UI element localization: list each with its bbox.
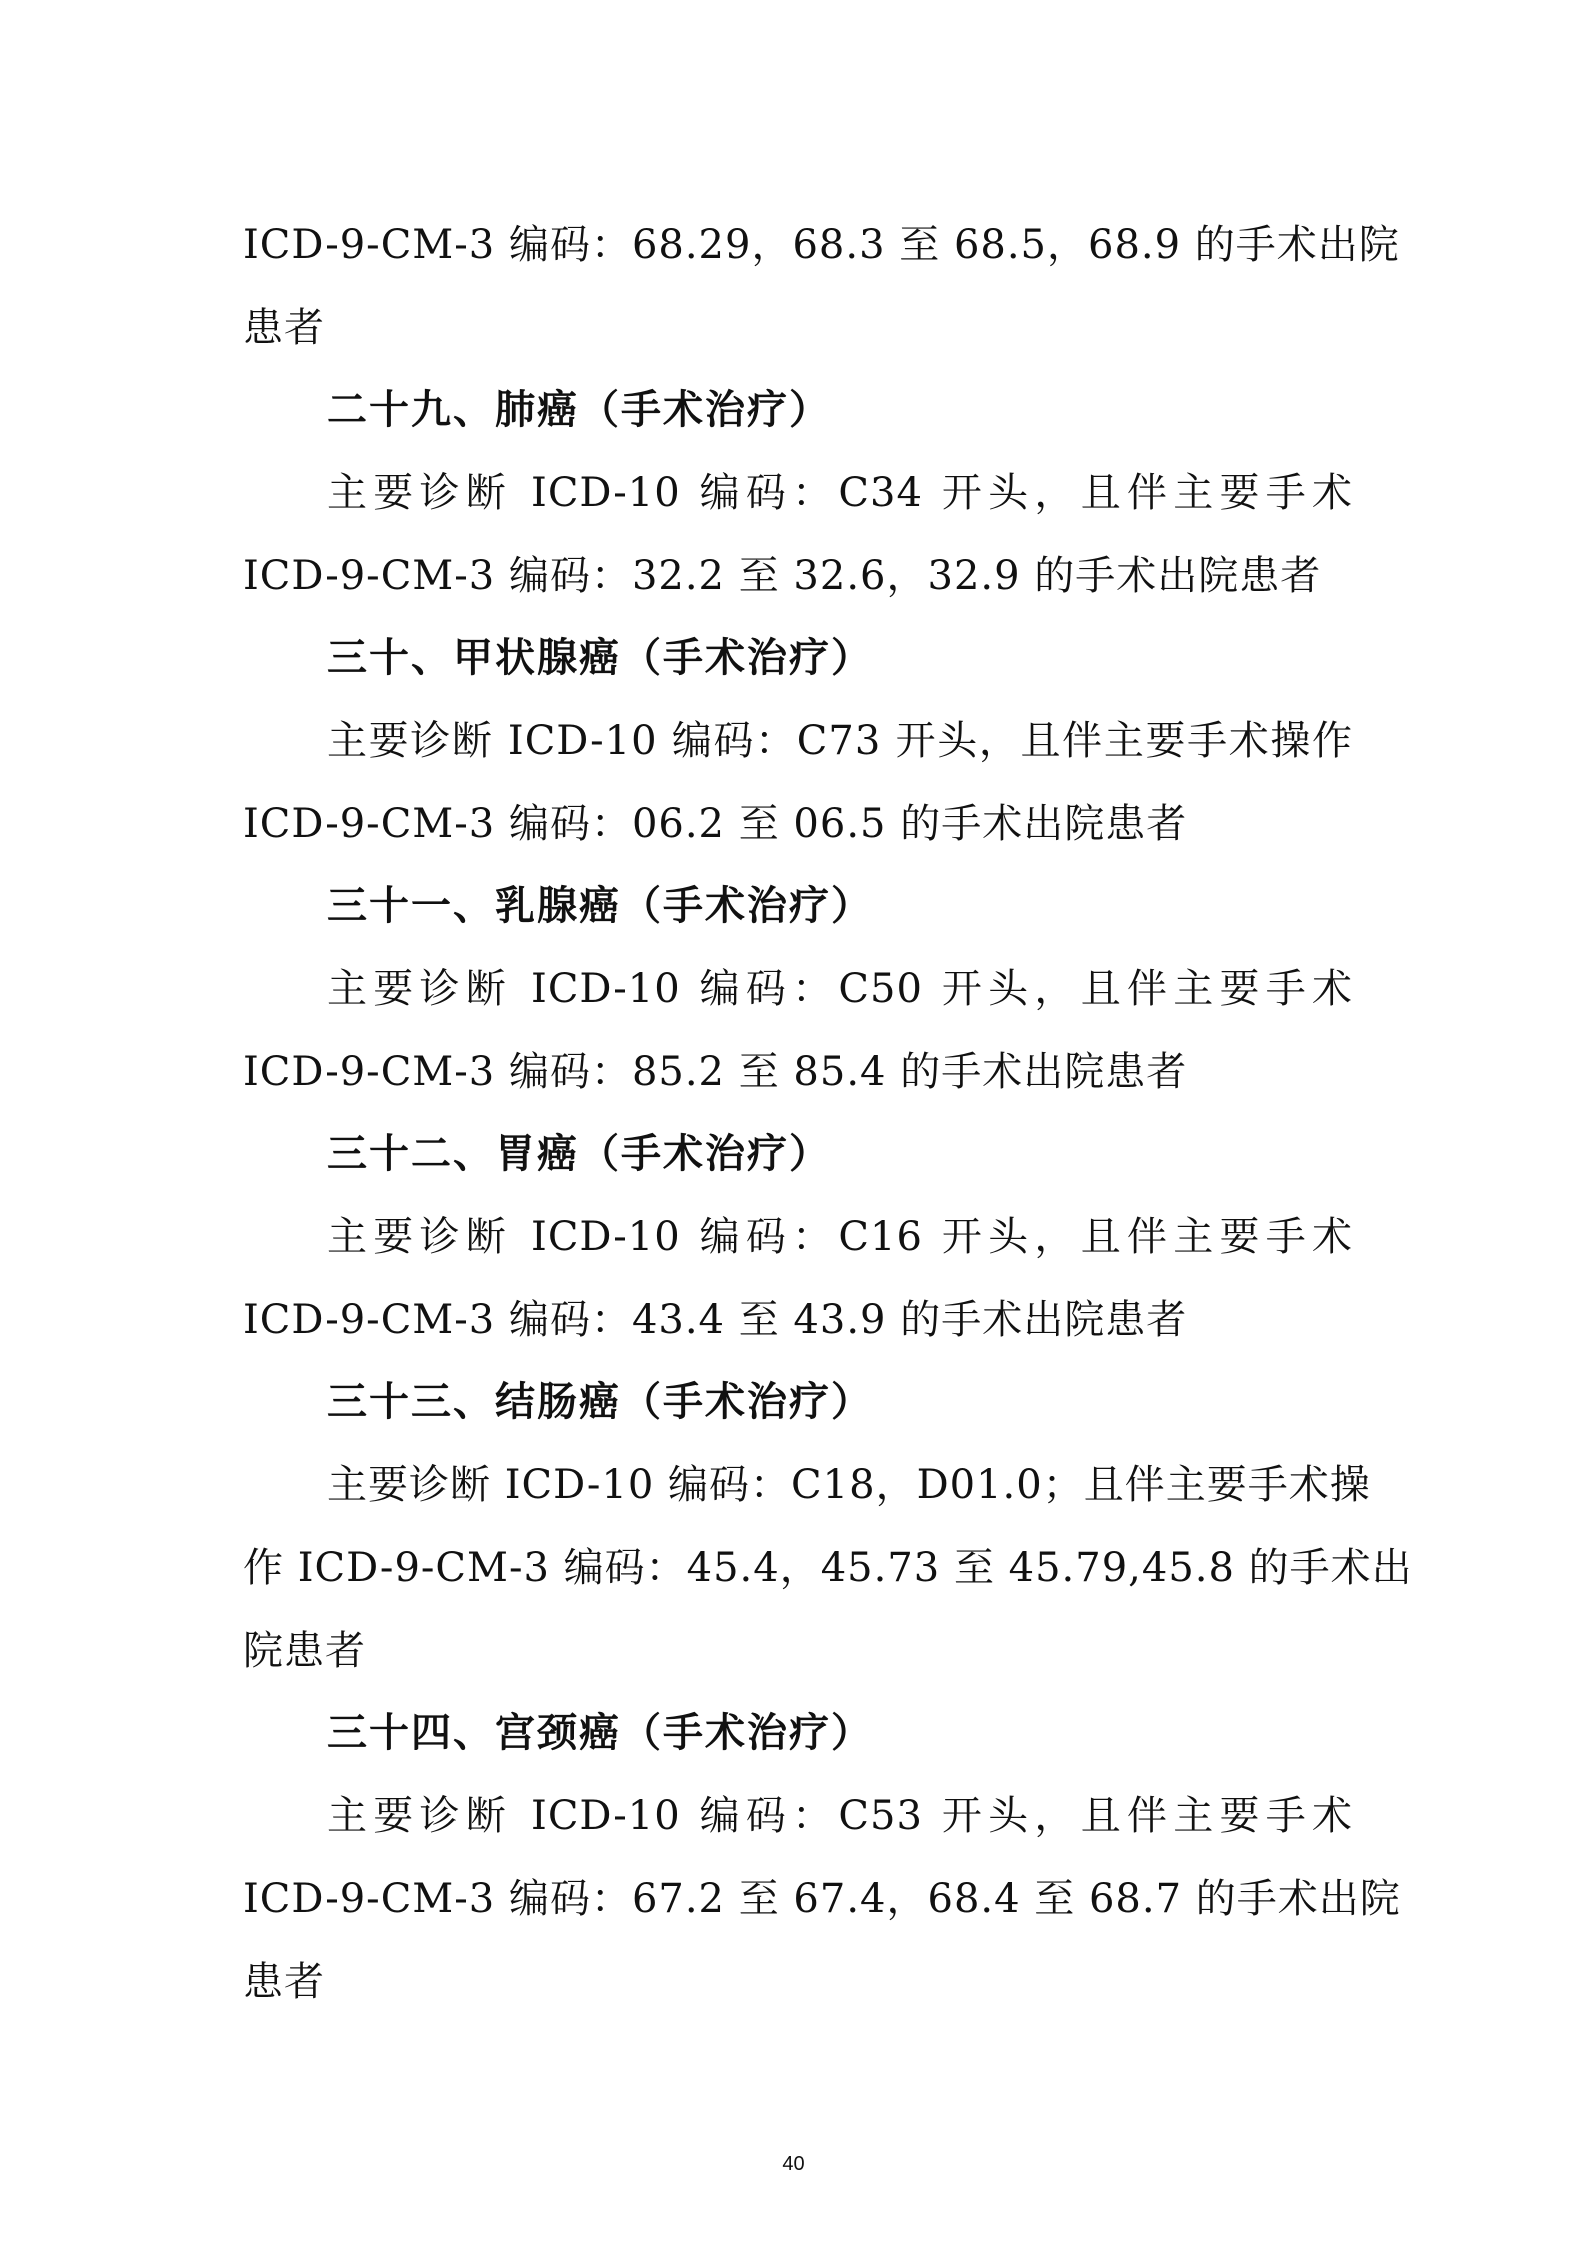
body-line: ICD-9-CM-3 编码：67.2 至 67.4，68.4 至 68.7 的手术出院: [243, 1876, 1401, 1922]
body-line: ICD-9-CM-3 编码：68.29，68.3 至 68.5，68.9 的手术出院: [243, 222, 1400, 268]
page-number: 40: [782, 2153, 805, 2175]
body-line: ICD-9-CM-3 编码：32.2 至 32.6，32.9 的手术出院患者: [243, 553, 1322, 599]
body-line: 主要诊断 ICD-10 编码：C18，D01.0；且伴主要手术操: [327, 1462, 1371, 1508]
section-heading: 三十三、结肠癌（手术治疗）: [327, 1378, 873, 1425]
body-line: 主要诊断 ICD-10 编码：C34 开头，且伴主要手术: [327, 470, 1353, 516]
body-line: 院患者: [243, 1628, 366, 1674]
section-heading: 二十九、肺癌（手术治疗）: [327, 386, 831, 433]
section-heading: 三十二、胃癌（手术治疗）: [327, 1130, 831, 1177]
section-heading: 三十、甲状腺癌（手术治疗）: [327, 634, 873, 681]
section-heading: 三十四、宫颈癌（手术治疗）: [327, 1709, 873, 1756]
body-line: 主要诊断 ICD-10 编码：C50 开头，且伴主要手术: [327, 966, 1353, 1012]
body-line: 主要诊断 ICD-10 编码：C73 开头，且伴主要手术操作: [327, 718, 1353, 764]
body-line: 主要诊断 ICD-10 编码：C53 开头，且伴主要手术: [327, 1793, 1353, 1839]
section-heading: 三十一、乳腺癌（手术治疗）: [327, 882, 873, 929]
body-line: 主要诊断 ICD-10 编码：C16 开头，且伴主要手术: [327, 1214, 1353, 1260]
body-line: ICD-9-CM-3 编码：43.4 至 43.9 的手术出院患者: [243, 1297, 1188, 1343]
body-line: 患者: [243, 1959, 325, 2005]
body-line: ICD-9-CM-3 编码：06.2 至 06.5 的手术出院患者: [243, 801, 1188, 847]
body-line: 患者: [243, 305, 325, 351]
body-line: 作 ICD-9-CM-3 编码：45.4，45.73 至 45.79,45.8 的手术出: [243, 1545, 1413, 1591]
body-line: ICD-9-CM-3 编码：85.2 至 85.4 的手术出院患者: [243, 1049, 1188, 1095]
